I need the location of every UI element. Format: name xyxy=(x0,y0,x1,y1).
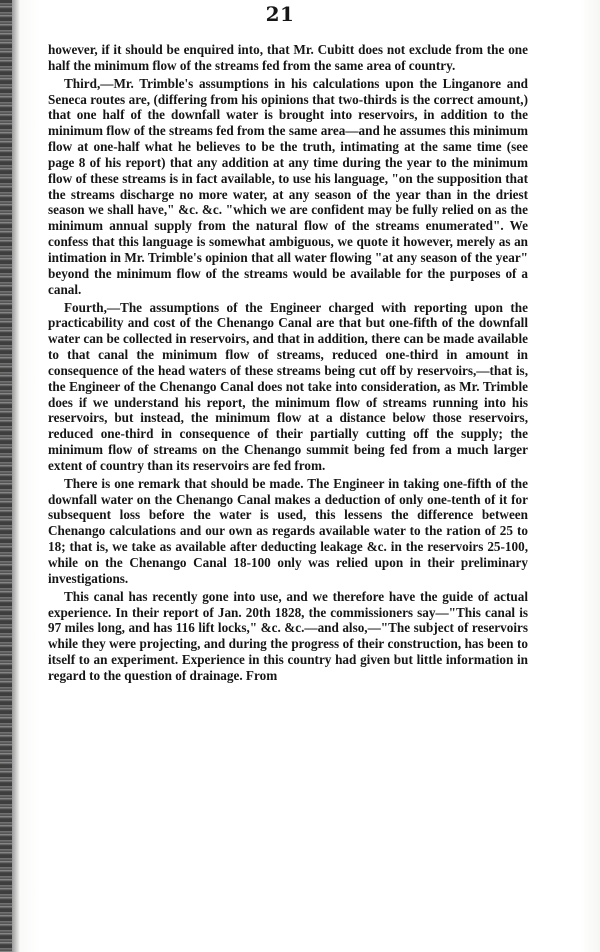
paragraph: Fourth,—The assumptions of the Engineer charged with reporting upon the practicability and cost of the Chenango Canal are that but one-fifth of the downfall water can be collected in reservoirs, and that in addition, there can be made available to that canal the minimum flow of streams, reduced one-third in amount in consequence of the head waters of these streams being cut off by reservoirs,—that is, the Engineer of the Chenango Canal does not take into consideration, as Mr. Trimble does if we understand his report, the minimum flow of streams running into his reservoirs, but instead, the minimum flow at a distance below those reservoirs, reduced one-third in consequence of their partially cutting off the supply; the minimum flow of streams on the Chenango summit being fed from a much larger extent of country than its reservoirs are fed from. xyxy=(48,299,528,473)
page-number: 21 xyxy=(265,2,295,26)
paragraph: This canal has recently gone into use, and we therefore have the guide of actual experience. In their report of Jan. 20th 1828, the commissioners say—"This canal is 97 miles long, and has 116 lift locks," &c. &c.—and also,—"The subject of reservoirs while they were projecting, and during the progress of their construction, has been to itself to an experiment. Experience in this country had given but little information in regard to the question of drainage. From xyxy=(48,588,528,683)
paragraph: There is one remark that should be made. The Engineer in taking one-fifth of the downfall water on the Chenango Canal makes a deduction of only one-tenth of it for subsequent loss before the water is used, this lessens the difference between Chenango calculations and our own as regards available water to the ration of 25 to 18; that is, we take as available after deducting leakage &c. in the reservoirs 25-100, while on the Chenango Canal 18-100 only was relied upon in their preliminary investigations. xyxy=(48,475,528,586)
binding-shadow xyxy=(12,0,20,952)
page-binding-edge xyxy=(0,0,12,952)
paragraph: however, if it should be enquired into, that Mr. Cubitt does not exclude from the one half the minimum flow of the streams fed from the same area of country. xyxy=(48,42,528,73)
paragraph: Third,—Mr. Trimble's assumptions in his calculations upon the Linganore and Seneca routes are, (differing from his opinions that two-thirds is the correct amount,) that one half of the downfall water is brought into reservoirs, in addition to the minimum flow of the streams fed from the same area—and he assumes this minimum flow at one-half what he believes to be the truth, intimating at the same time (see page 8 of his report) that any addition at any time during the year to the minimum flow of these streams is in fact available, to use his language, "on the supposition that the streams discharge no more water, at any season of the year than in the driest season we shall have," &c. &c. "which we are confident may be fully relied on as the minimum annual supply from the natural flow of the streams enumerated". We confess that this language is somewhat ambiguous, we quote it however, merely as an intimation in Mr. Trimble's opinion that all water flowing "at any season of the year" beyond the minimum flow of the streams would be available for the purposes of a canal. xyxy=(48,75,528,297)
body-text xyxy=(48,42,528,684)
